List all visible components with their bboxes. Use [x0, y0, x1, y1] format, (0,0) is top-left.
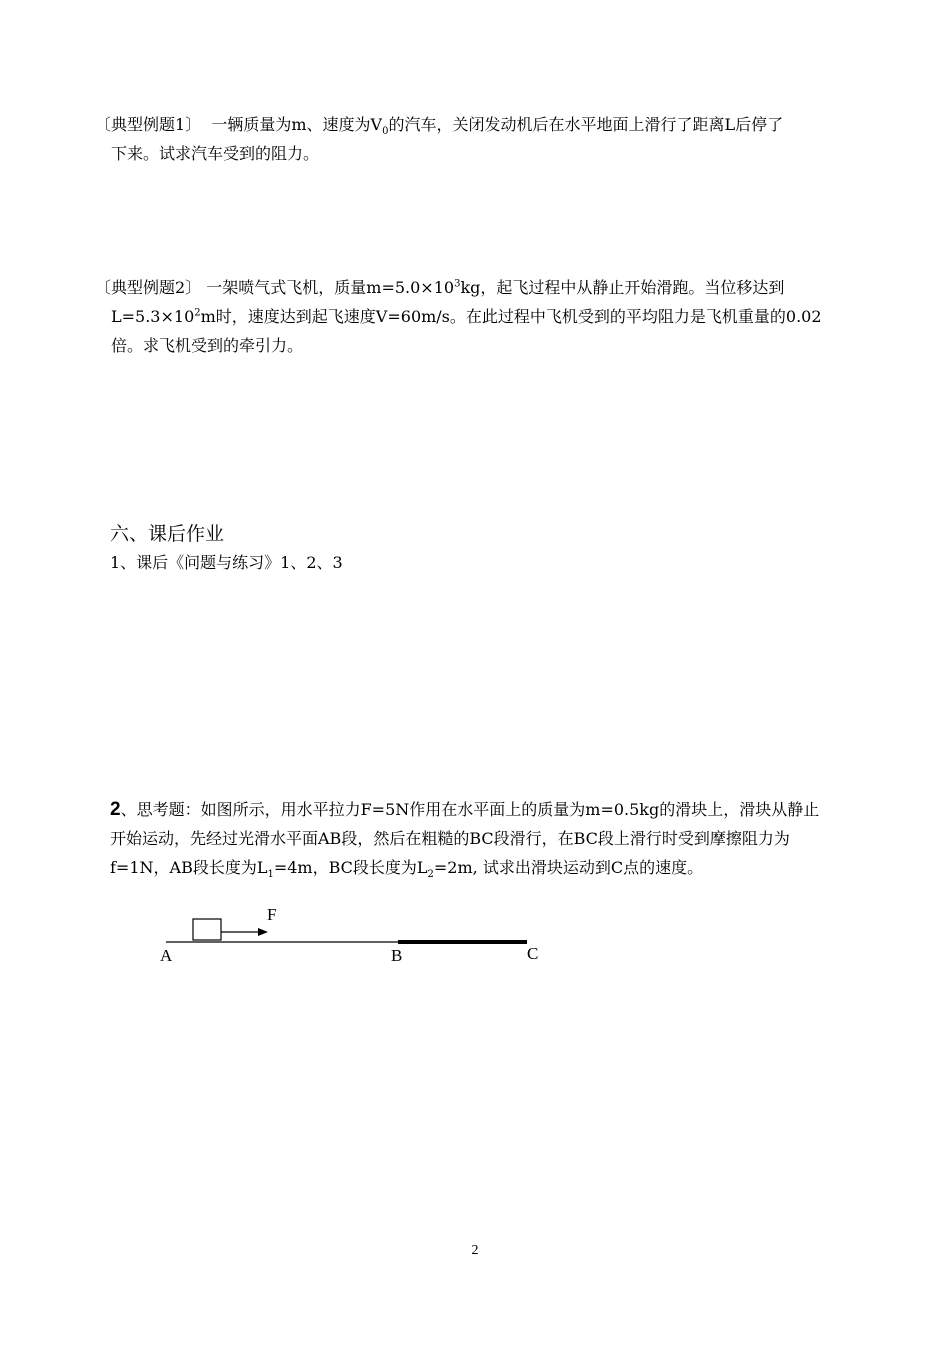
example-1-text-b: 的汽车，关闭发动机后在水平地面上滑行了距离L后停了 [388, 115, 784, 134]
example-1 [95, 110, 895, 168]
force-label: F [267, 905, 277, 924]
example-2-line-3: 倍。求飞机受到的牵引力。 [111, 336, 304, 355]
example-2-text-d: m时，速度达到起飞速度V=60m/s。在此过程中飞机受到的平均阻力是飞机重量的0.02 [200, 307, 822, 326]
example-1-subscript: 0 [382, 126, 389, 138]
physics-diagram [150, 900, 570, 970]
page-number: 2 [471, 1243, 479, 1258]
question-2-line-2: 开始运动，先经过光滑水平面AB段，然后在粗糙的BC段滑行，在BC段上滑行时受到摩擦阻力为 [110, 829, 790, 848]
point-a-label: A [160, 946, 173, 965]
point-b-label: B [391, 946, 403, 965]
example-1-line-2: 下来。试求汽车受到的阻力。 [111, 144, 320, 163]
example-2-text-b: kg，起飞过程中从静止开始滑跑。当位移达到 [460, 278, 785, 297]
example-2-text-c: L=5.3×10 [111, 307, 195, 326]
example-2-label: 〔典型例题2〕 [95, 278, 202, 297]
question-2-text-c: =2m, 试求出滑块运动到C点的速度。 [433, 858, 704, 877]
example-2 [95, 273, 895, 360]
slider-block [193, 919, 221, 940]
question-2-line-3 [110, 853, 900, 882]
force-arrow-head [258, 928, 268, 936]
question-2-subscript-2: 2 [427, 869, 434, 881]
question-2-text-1: 、思考题：如图所示，用水平拉力F=5N作用在水平面上的质量为m=0.5kg的滑块上，滑块从静止 [120, 800, 820, 819]
homework-heading: 六、课后作业 [110, 523, 225, 545]
question-2-number: 2 [110, 799, 121, 820]
example-1-text-a: 一辆质量为m、速度为V [211, 115, 383, 134]
example-2-superscript-1: 3 [454, 278, 461, 290]
example-2-text-a: 一架喷气式飞机，质量m=5.0×10 [206, 278, 455, 297]
question-2 [110, 795, 900, 882]
homework-item-1: 1、课后《问题与练习》1、2、3 [110, 553, 343, 572]
example-1-line-1 [95, 110, 895, 139]
question-2-line-1 [110, 795, 900, 824]
question-2-text-b: =4m，BC段长度为L [273, 858, 428, 877]
example-2-line-2 [95, 302, 895, 331]
example-2-line-1 [95, 273, 895, 302]
example-2-superscript-2: 2 [194, 307, 201, 319]
point-c-label: C [527, 944, 539, 963]
example-1-label: 〔典型例题1〕 [95, 115, 202, 134]
question-2-subscript-1: 1 [267, 869, 274, 881]
question-2-text-a: f=1N，AB段长度为L [110, 858, 268, 877]
